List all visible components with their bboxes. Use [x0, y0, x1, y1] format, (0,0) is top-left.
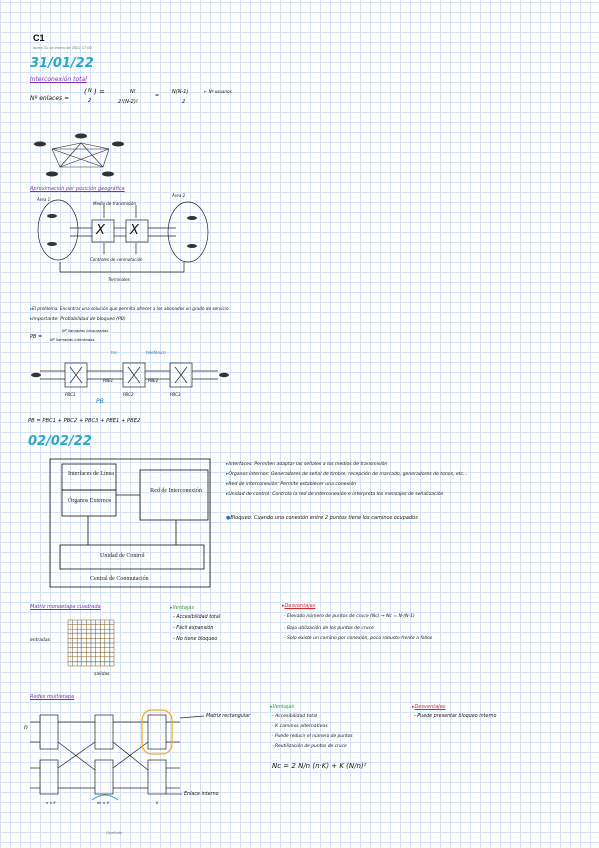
fraction-top: N(N-1): [172, 89, 189, 95]
area-label: Área 1: [37, 197, 51, 202]
callout-label: Enlace interno: [184, 792, 219, 797]
list-item: - Solo existe un camino por conexión, poco robusto frente a fallos: [284, 636, 433, 641]
formula-label: Nº enlaces =: [30, 95, 70, 102]
pbe-label: PBE1: [103, 378, 114, 383]
fraction-top: N!: [130, 89, 136, 95]
list-item: - Baja utilización de los puntos de cruce: [284, 626, 374, 631]
bullet-icon: ▸: [30, 317, 33, 322]
matrix-label: Nc × K: [97, 801, 109, 805]
pb-blue-label: PB: [96, 398, 104, 405]
advantages-title: ▸Ventajas: [270, 704, 294, 710]
blue-label: tro: [111, 350, 117, 355]
box-label: Órganos Externos: [68, 498, 112, 504]
binom-close: ) =: [94, 88, 105, 96]
list-item: ●Bloqueo: Cuando una conexión entre 2 puntos tiene los caminos ocupados: [226, 515, 418, 521]
disadvantages-title: ▸Desventajas: [282, 603, 316, 609]
bullet-icon: ▸: [226, 462, 229, 467]
binom-top: N: [88, 88, 92, 94]
pbe-label: PBE2: [148, 378, 159, 383]
page-title: C1: [33, 33, 45, 43]
bullet-icon: ▸: [170, 605, 173, 611]
bullet-icon: ▸: [30, 306, 33, 311]
problem-text: ▸El problema: Encontrar una solución que permita afrecer a los abonados un grado de servicio.: [30, 306, 230, 311]
axis-label: salidas: [94, 672, 110, 677]
mesh-diagram: [52, 143, 109, 167]
footer-text: OneNote: [106, 830, 123, 835]
geographic-diagram: [38, 200, 208, 272]
important-text: ▸Importante: Probabilidad de bloqueo (PB): [30, 317, 126, 322]
bullet-icon: ▸: [282, 603, 285, 609]
highlight-mark: [92, 795, 118, 800]
list-item: - Puede presentar bloqueo interno: [414, 714, 497, 719]
multistage-diagram: [30, 715, 204, 794]
central-block-diagram: [50, 459, 210, 587]
highlight-oval: [142, 710, 172, 754]
pbc-label: PBC1: [65, 392, 76, 397]
section-heading: Matriz monoetapa cuadrada: [30, 604, 101, 610]
box-label: Red de Interconexión: [150, 488, 202, 494]
bullet-icon: ▸: [226, 482, 229, 487]
phone-icon: [31, 373, 229, 377]
section-heading: Redes multietapa: [30, 694, 75, 700]
list-item: ▸Órganos internos: Generadores de señal de timbre, recepción de marcado, generadores de tonos, etc...: [226, 472, 468, 477]
phone-icon: [47, 214, 197, 248]
binom-open: (: [84, 88, 87, 96]
list-item: - No tiene bloqueo: [173, 637, 218, 642]
formula-label: Nc = 2 N/n (n·K) + K (N/n)²: [272, 762, 367, 770]
n-label: n: [24, 724, 28, 731]
matrix-grid: [68, 620, 114, 666]
control-label: Controles de conmutación: [90, 257, 143, 262]
pb-denominator: Nº llamadas intentadas: [50, 337, 95, 342]
disadvantages-title: ▸Desventajas: [412, 704, 446, 710]
date-label: 31/01/22: [30, 56, 94, 71]
list-item: - Reutilización de puntos de cruce: [272, 744, 347, 749]
list-item: - Puede reducir el número de puntos: [272, 734, 353, 739]
list-item: - Elevado número de puntos de cruce (Nc) → Nc = N·(N-1): [284, 614, 415, 619]
equals-sign: =: [155, 93, 160, 99]
switch-symbol: X: [96, 223, 105, 238]
pb-label: PB =: [30, 334, 43, 340]
fraction-bottom: 2: [182, 99, 186, 105]
phone-icon: [34, 134, 124, 177]
list-item: - K caminos alternativos: [272, 724, 328, 729]
box-label: Interfaces de Línea: [68, 471, 114, 477]
bullet-icon: ▸: [226, 472, 229, 477]
list-item: ▸Unidad de control: Controla la red de interconexión e interpreta los mensajes de señalización: [226, 492, 444, 497]
section-heading: Interconexión total: [30, 76, 87, 83]
terminals-label: Terminales: [108, 277, 130, 282]
pbc-label: PBC2: [123, 392, 134, 397]
formula-note: ← Nº usuarios: [204, 89, 232, 94]
date-label: 02/02/22: [28, 434, 92, 449]
pbc-label: PBC3: [170, 392, 181, 397]
medium-label: Medio de transmisión: [93, 201, 137, 206]
fraction-bottom: 2!(N-2)!: [118, 99, 138, 105]
matrix-label: n × K: [46, 801, 56, 805]
blue-label: telefonico: [146, 350, 166, 355]
box-label: Unidad de Control: [100, 553, 145, 559]
list-item: - Fácil expansión: [173, 626, 214, 631]
pb-sum-formula: PB = PBC1 + PBC2 + PBC3 + PBE1 + PBE2: [28, 418, 141, 424]
page-meta: lunes 31 de enero de 2022 17:00: [33, 45, 92, 50]
matrix-label: K: [156, 801, 159, 805]
advantages-title: ▸Ventajas: [170, 605, 194, 611]
list-item: ▸Red de interconexión: Permite establecer una conexión: [226, 482, 357, 487]
area-label: Área 2: [172, 193, 186, 198]
binom-bottom: 2: [88, 98, 92, 104]
axis-label: entradas: [30, 638, 50, 643]
list-item: - Accesibilidad total: [272, 714, 318, 719]
section-heading: Aproximación por posición geográfica: [30, 186, 125, 192]
bullet-icon: ▸: [226, 492, 229, 497]
box-caption: Central de Conmutación: [90, 576, 149, 582]
pb-numerator: Nº llamadas bloqueadas: [62, 328, 109, 333]
list-item: - Accesibilidad total: [173, 615, 221, 620]
chain-diagram: [40, 363, 218, 387]
callout-label: Matriz rectangular: [206, 714, 251, 719]
bullet-icon: ▸: [270, 704, 273, 710]
list-item: ▸Interfaces: Permiten adaptar las señales a los medios de transmisión: [226, 462, 388, 467]
switch-symbol: X: [130, 223, 139, 238]
bullet-icon: ●: [226, 515, 231, 521]
bullet-icon: ▸: [412, 704, 415, 710]
